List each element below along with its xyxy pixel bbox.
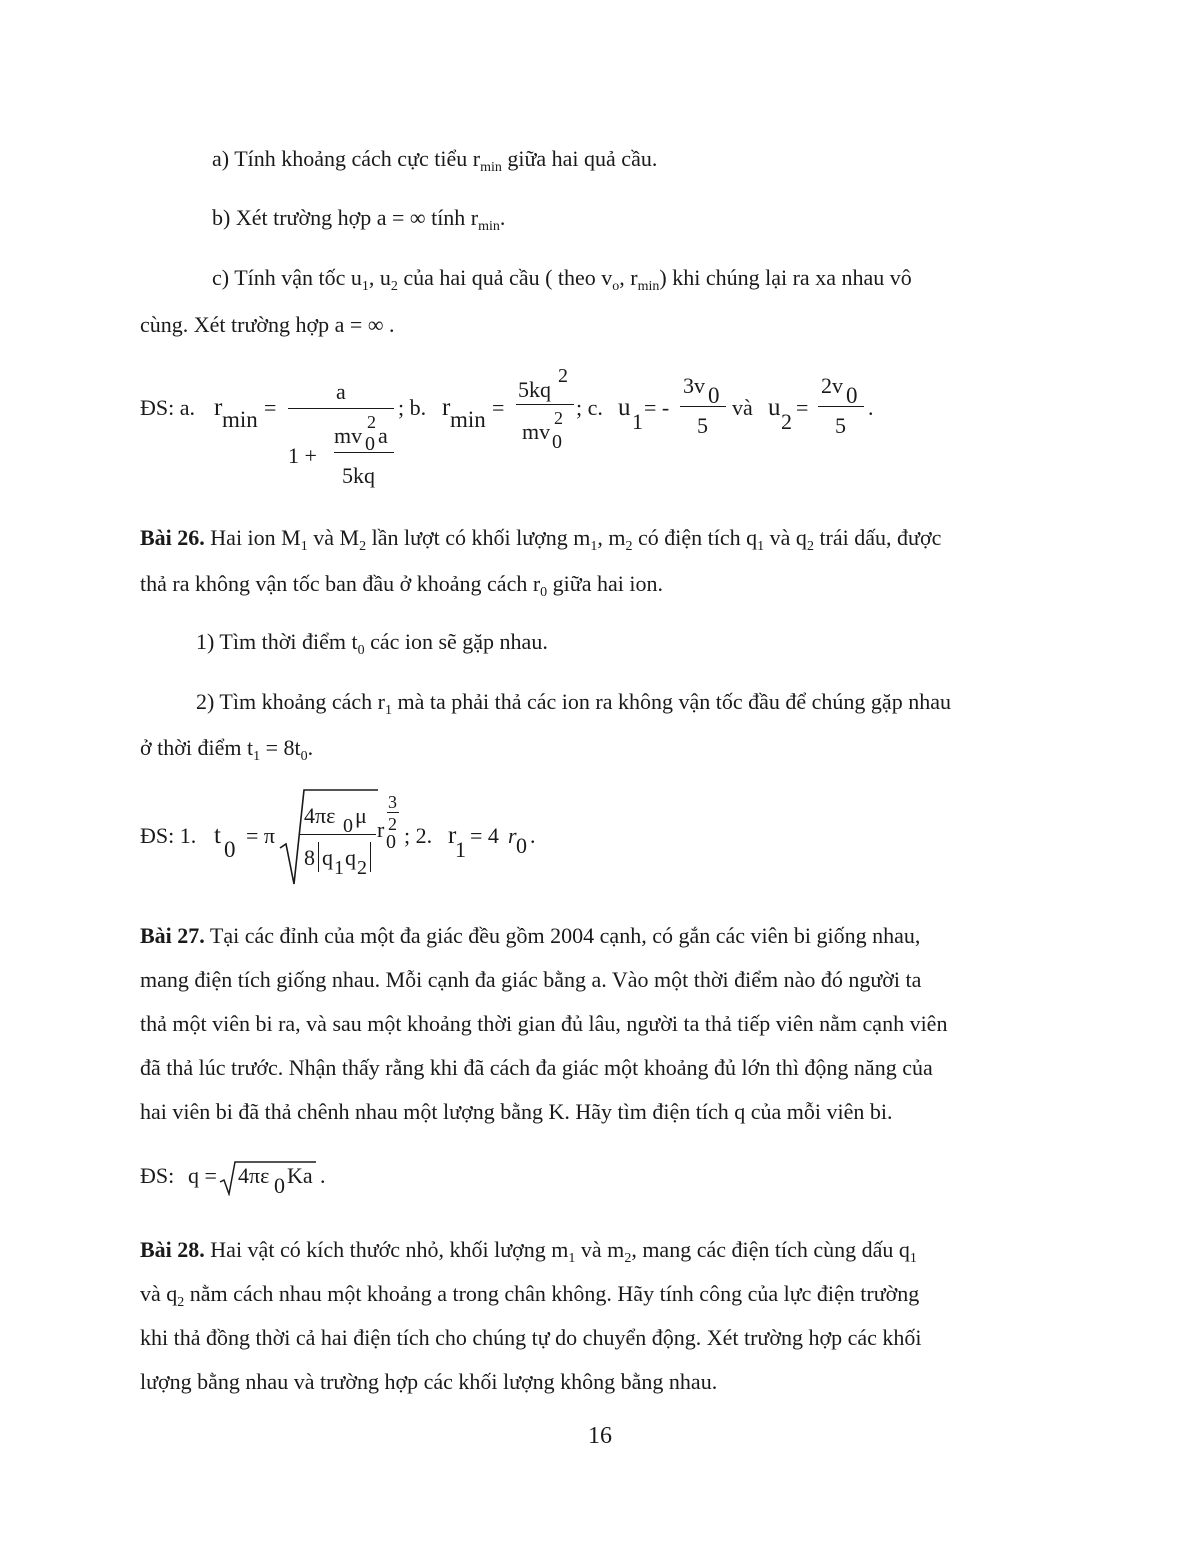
problem-28-line3: khi thả đồng thời cả hai điện tích cho chúng tự do chuyển động. Xét trường hợp các khối <box>140 1325 922 1350</box>
formula-text: 0 <box>365 433 375 455</box>
formula-text: r <box>508 823 517 848</box>
formula-text: 0 <box>516 833 527 858</box>
formula-text: 3 <box>388 792 397 812</box>
formula-text: mv <box>334 423 363 448</box>
formula-text: và <box>732 395 753 420</box>
formula-text: 1 <box>334 857 344 879</box>
problem-27-line4: đã thả lúc trước. Nhận thấy rằng khi đã cách đa giác một khoảng đủ lớn thì động năng của <box>140 1055 933 1080</box>
formula-text: 0 <box>386 831 396 853</box>
problem-title: Bài 27. <box>140 923 205 948</box>
formula-text: q = <box>188 1163 217 1188</box>
formula-text: u <box>618 394 631 421</box>
formula-text: . <box>530 823 536 848</box>
problem-26: Bài 26. Hai ion $M_1$ và $M_2$ lần lượt có khối lượng $m_1$, $m_2$ có điện tích $q_1$ và $q_2$ trái dấu, được <box>140 525 942 554</box>
question-26-1: 1) Tìm thời điểm $t_0$ các ion sẽ gặp nhau. <box>196 629 548 658</box>
formula-text: 0 <box>552 431 562 453</box>
fraction-bar <box>300 834 376 835</box>
formula-text: a <box>378 423 388 448</box>
problem-27: Bài 27. Tại các đỉnh của một đa giác đều gồm 2004 cạnh, có gắn các viên bi giống nhau, <box>140 923 921 948</box>
formula-text: 0 <box>846 383 858 408</box>
problem-28-line2: và $q_2$ nằm cách nhau một khoảng a trong chân không. Hãy tính công của lực điện trường <box>140 1281 920 1310</box>
abs-bar-left <box>318 842 319 872</box>
problem-26-line2: thả ra không vận tốc ban đầu ở khoảng cách $r_0$ giữa hai ion. <box>140 571 663 600</box>
formula-text: = 4 <box>470 823 499 848</box>
formula-text: r <box>377 817 385 842</box>
formula-text: 2 <box>781 409 792 434</box>
fraction-bar <box>334 452 394 453</box>
formula-text: 5kq <box>342 463 375 488</box>
fraction-bar <box>818 406 864 407</box>
formula-text: u <box>768 394 781 421</box>
formula-text: 1 + <box>288 443 317 468</box>
formula-text: μ <box>355 803 367 828</box>
question-25a: a) Tính khoảng cách cực tiểu $r_{min}$ giữa hai quả cầu. <box>212 146 658 175</box>
answer-label: ĐS: a. <box>140 395 195 420</box>
formula-text: t <box>214 822 221 849</box>
formula-text: 5 <box>835 413 846 438</box>
formula-text: 2 <box>357 857 367 879</box>
formula-text: . <box>868 395 874 420</box>
formula-text: = <box>796 395 809 420</box>
formula-text: 0 <box>224 837 236 862</box>
question-26-2-cont: ở thời điểm $t_1 = 8t_0$. <box>140 735 314 764</box>
formula-text: a <box>336 379 346 404</box>
formula-text: min <box>450 407 486 432</box>
formula-text: ; c. <box>576 395 603 420</box>
formula-text: 0 <box>343 815 353 837</box>
answer-label: ĐS: 1. <box>140 823 197 848</box>
problem-28: Bài 28. Hai vật có kích thước nhỏ, khối lượng $m_1$ và $m_2$, mang các điện tích cùng dấu $q_1$ <box>140 1237 917 1266</box>
fraction-bar <box>288 408 394 409</box>
formula-text: mv <box>522 419 551 444</box>
formula-text: = - <box>644 395 670 420</box>
formula-text: Ka <box>287 1163 313 1188</box>
question-25c: c) Tính vận tốc $u_1$, $u_2$ của hai quả cầu ( theo $v_o$, $r_{min}$) khi chúng lại ra xa nhau vô <box>212 265 912 294</box>
formula-text: = <box>264 395 277 420</box>
formula-text: 0 <box>708 383 720 408</box>
formula-text: min <box>222 407 258 432</box>
formula-text: 2v <box>821 373 843 398</box>
formula-text: r <box>442 394 451 421</box>
formula-text: 3v <box>683 373 705 398</box>
formula-text: 8 <box>304 845 315 870</box>
formula-text: 2 <box>554 408 563 428</box>
formula-text: 1 <box>455 837 466 862</box>
problem-title: Bài 26. <box>140 525 205 550</box>
page-number: 16 <box>588 1423 612 1449</box>
formula-text: 2 <box>558 365 568 387</box>
formula-text: 0 <box>274 1173 285 1198</box>
fraction-bar <box>680 406 726 407</box>
question-26-2: 2) Tìm khoảng cách $r_1$ mà ta phải thả các ion ra không vận tốc đầu để chúng gặp nhau <box>196 689 951 718</box>
formula-text: 4πε <box>238 1163 270 1188</box>
formula-text: q <box>345 845 356 870</box>
fraction-bar <box>516 404 574 405</box>
answer-label: ĐS: <box>140 1163 175 1188</box>
problem-28-line4: lượng bằng nhau và trường hợp các khối lượng không bằng nhau. <box>140 1369 718 1394</box>
formula-text: ; b. <box>398 395 427 420</box>
formula-text: 1 <box>632 409 643 434</box>
abs-bar-right <box>370 842 371 872</box>
formula-text: = π <box>246 823 276 848</box>
problem-27-line3: thả một viên bi ra, và sau một khoảng thời gian đủ lâu, người ta thả tiếp viên nằm cạnh viên <box>140 1011 948 1036</box>
formula-text: 5kq <box>518 377 551 402</box>
formula-text: 2 <box>388 814 397 834</box>
formula-text: ; 2. <box>404 823 433 848</box>
formula-text: = <box>492 395 505 420</box>
problem-27-line2: mang điện tích giống nhau. Mỗi cạnh đa giác bằng a. Vào một thời điểm nào đó người ta <box>140 967 922 992</box>
formula-text: 5 <box>697 413 708 438</box>
question-25b: b) Xét trường hợp a = ∞ tính $r_{min}$. <box>212 205 506 234</box>
formula-text: . <box>320 1163 326 1188</box>
formula-text: 4πε <box>304 803 336 828</box>
problem-27-line5: hai viên bi đã thả chênh nhau một lượng bằng K. Hãy tìm điện tích q của mỗi viên bi. <box>140 1099 893 1124</box>
formula-text: 2 <box>367 412 376 432</box>
question-25c-cont: cùng. Xét trường hợp a = ∞ . <box>140 312 395 337</box>
problem-title: Bài 28. <box>140 1237 205 1262</box>
formula-text: r <box>214 394 223 421</box>
formula-text: r <box>448 822 457 849</box>
formula-text: q <box>322 845 333 870</box>
